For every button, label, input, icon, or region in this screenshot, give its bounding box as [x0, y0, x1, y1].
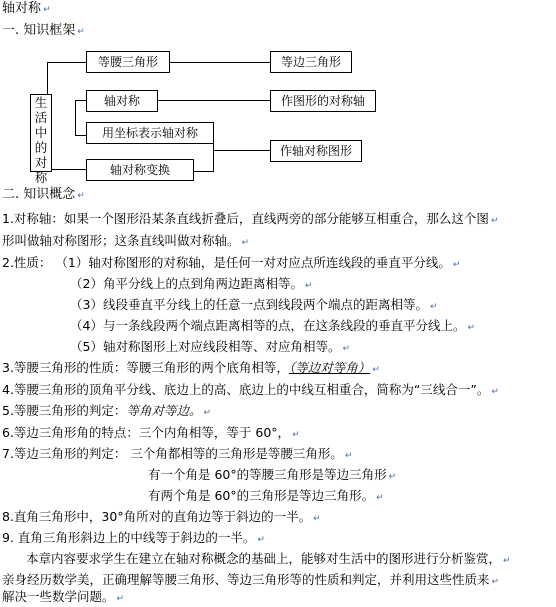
concept-line: 8.直角三角形中，30°角所对的直角边等于斜边的一半。 ↵: [2, 509, 321, 524]
summary-line: 本章内容要求学生在建立在轴对称概念的基础上，能够对生活中的图形进行分析鉴赏， ↵: [26, 551, 511, 566]
concept-line: （4）与一条线段两个端点距离相等的点，在这条线段的垂直平分线上。 ↵: [70, 318, 476, 333]
connector-line: [213, 150, 270, 151]
connector-line: [157, 100, 270, 101]
concept-line: 形叫做轴对称图形；这条直线叫做对称轴。 ↵: [2, 233, 250, 248]
connector-line: [75, 100, 76, 135]
summary-line: 亲身经历数学美，正确理解等腰三角形、等边三角形等的性质和判定，并利用这些性质来 ↵: [2, 572, 500, 587]
concept-line: 5.等腰三角形的判定：等角对等边。 ↵: [2, 403, 211, 418]
connector-line: [193, 171, 214, 172]
diagram-node-draw-symmetric-figure: 作轴对称图形: [270, 140, 362, 162]
diagram-root-box: 生活中的对称: [30, 94, 52, 172]
concept-line: 有两个角是 60°的三角形是等边三角形。 ↵: [148, 488, 384, 503]
concept-line: 6.等边三角形角的特点：三个内角相等，等于 60°， ↵: [2, 425, 300, 440]
concept-line: 有一个角是 60°的等腰三角形是等边三角形 ↵: [148, 467, 397, 482]
diagram-node-axial-symmetry: 轴对称: [86, 90, 158, 112]
diagram-node-equilateral-triangle: 等边三角形: [270, 51, 352, 73]
connector-line: [169, 62, 270, 63]
diagram-node-coordinate-symmetry: 用坐标表示轴对称: [86, 122, 214, 144]
concept-line: 4.等腰三角形的顶角平分线、底边上的高、底边上的中线互相重合，简称为“三线合一”。 ↵: [2, 382, 499, 397]
diagram-node-symmetric-transformation: 轴对称变换: [86, 159, 194, 181]
diagram-node-isosceles-triangle: 等腰三角形: [86, 51, 170, 73]
concept-line: （5）轴对称图形上对应线段相等、对应角相等。 ↵: [70, 339, 351, 354]
connector-line: [47, 62, 87, 63]
concept-line: 7.等边三角形的判定： 三个角都相等的三角形是等腰三角形。 ↵: [2, 446, 353, 461]
section-heading-concepts: 二. 知识概念 ↵: [2, 187, 85, 202]
concept-line: （3）线段垂直平分线上的任意一点到线段两个端点的距离相等。 ↵: [70, 297, 438, 312]
concept-line: 9. 直角三角形斜边上的中线等于斜边的一半。 ↵: [2, 530, 265, 545]
section-heading-framework: 一. 知识框架 ↵: [2, 23, 85, 38]
page-title: 轴对称 ↵: [2, 1, 51, 16]
concept-line: （2）角平分线上的点到角两边距离相等。 ↵: [70, 276, 313, 291]
connector-line: [47, 169, 87, 170]
concept-line: 1.对称轴：如果一个图形沿某条直线折叠后，直线两旁的部分能够互相重合，那么这个图 ↵: [2, 211, 499, 226]
diagram-node-draw-axis: 作图形的对称轴: [270, 90, 376, 112]
concept-line: 3.等腰三角形的性质：等腰三角形的两个底角相等，（等边对等角） ↵: [2, 360, 380, 375]
concept-line: 2.性质： （1）轴对称图形的对称轴，是任何一对对应点所连线段的垂直平分线。 ↵: [2, 255, 461, 270]
summary-line: 解决一些数学问题。 ↵: [2, 589, 125, 604]
